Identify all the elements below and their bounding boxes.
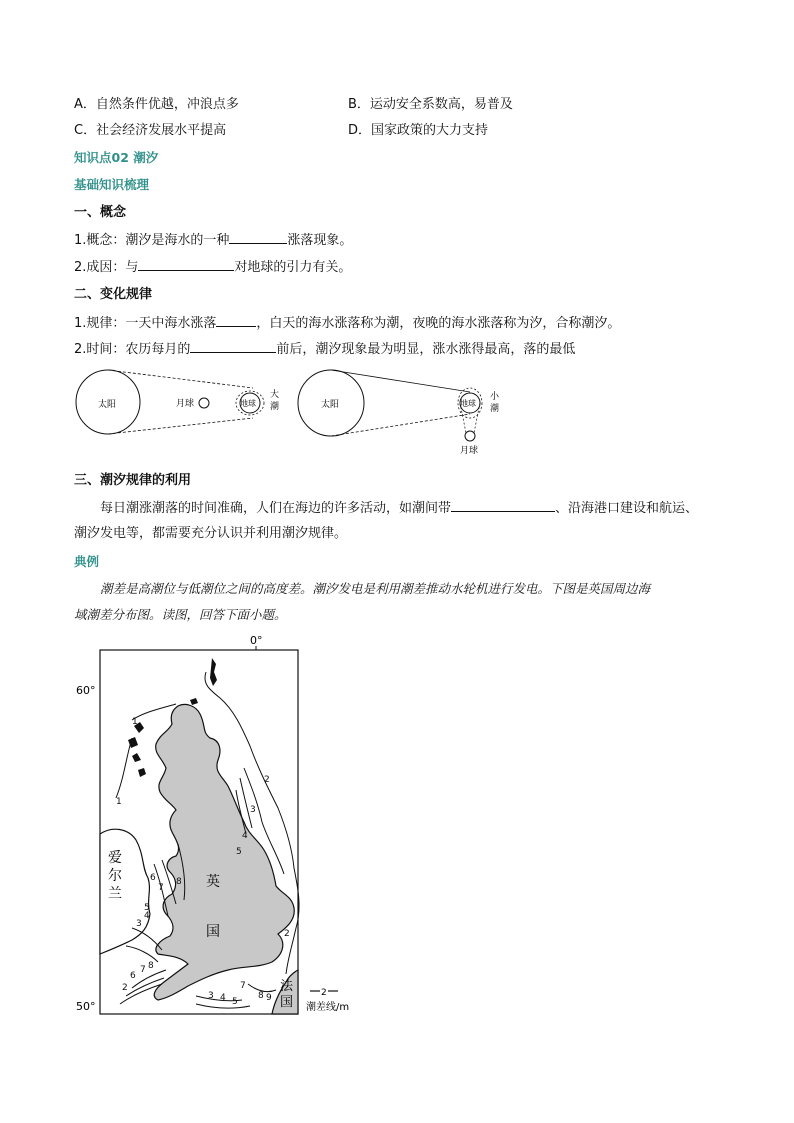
spring-tide-char-1: 大	[270, 390, 280, 400]
neap-tide-char-2: 潮	[490, 404, 500, 414]
longitude-label: 0°	[250, 634, 263, 647]
moon-label-left: 月球	[176, 399, 195, 409]
france-label-2: 国	[280, 995, 294, 1010]
option-a: A．自然条件优越，冲浪点多	[74, 97, 239, 112]
neap-tide-diagram	[298, 370, 500, 456]
tidal-range-map	[72, 628, 362, 1020]
france-label-1: 法	[280, 979, 294, 994]
contour-label: 4	[242, 831, 248, 841]
legend-value: 2	[321, 988, 327, 998]
contour-label: 6	[130, 971, 136, 981]
contour-label: 7	[240, 981, 246, 991]
concept-blank-2	[138, 258, 234, 271]
sun-label-right: 太阳	[321, 400, 340, 410]
contour-label: 4	[144, 911, 150, 921]
section-title: 知识点02 潮汐	[74, 150, 159, 165]
usage-para-2: 潮汐发电等，都需要充分认识并利用潮汐规律。	[74, 526, 348, 541]
concept-heading: 一、概念	[74, 205, 127, 220]
spring-tide-char-2: 潮	[270, 402, 280, 412]
contour-label: 3	[250, 805, 256, 815]
usage-para-1	[100, 499, 698, 518]
rules-line-1	[74, 314, 620, 333]
concept-line-1-post: 涨落现象。	[287, 233, 353, 248]
latitude-top-label: 60°	[76, 684, 96, 697]
contour-label: 5	[144, 903, 150, 913]
tide-diagram	[70, 362, 510, 458]
rules-line-2-post: 前后，潮汐现象最为明显，涨水涨得最高，落的最低	[276, 342, 576, 357]
contour-label: 7	[140, 965, 146, 975]
concept-blank-1	[229, 231, 287, 244]
contour-label: 8	[148, 961, 154, 971]
contour-label: 7	[158, 883, 164, 893]
rules-line-1-pre: 1.规律：一天中海水涨落	[74, 316, 217, 331]
contour-label: 6	[150, 873, 156, 883]
usage-heading: 三、潮汐规律的利用	[74, 473, 192, 488]
section-subtitle: 基础知识梳理	[74, 177, 150, 192]
rules-blank-2	[190, 340, 276, 353]
rules-line-1-post: ，白天的海水涨落称为潮，夜晚的海水涨落称为汐，合称潮汐。	[256, 316, 621, 331]
moon-label-right: 月球	[460, 446, 479, 456]
example-line-2: 域潮差分布图。读图，回答下面小题。	[74, 607, 287, 622]
contour-label: 3	[136, 919, 142, 929]
contour-label: 8	[258, 991, 264, 1001]
option-b: B．运动安全系数高，易普及	[348, 97, 513, 112]
earth-label-left: 地球	[240, 399, 256, 408]
rules-line-2	[74, 340, 575, 359]
usage-blank-1	[451, 499, 555, 512]
concept-line-2-post: 对地球的引力有关。	[234, 260, 352, 275]
rules-blank-1	[216, 314, 256, 327]
neap-tide-char-1: 小	[490, 392, 500, 402]
option-c: C．社会经济发展水平提高	[74, 123, 227, 138]
contour-label: 9	[266, 993, 272, 1003]
contour-label: 2	[122, 983, 128, 993]
sun-label-left: 太阳	[98, 400, 117, 410]
spring-tide-diagram	[76, 370, 279, 434]
contour-label: 3	[208, 991, 214, 1001]
ireland-label-2: 尔	[108, 868, 122, 884]
contour-label: 5	[236, 847, 242, 857]
legend-label: 潮差线/m	[306, 1002, 350, 1013]
option-d: D．国家政策的大力支持	[348, 123, 489, 138]
contour-label: 8	[176, 877, 182, 887]
contour-label: 2	[264, 775, 270, 785]
latitude-bottom-label: 50°	[76, 1000, 96, 1013]
contour-label: 4	[220, 993, 226, 1003]
moon-circle-right	[465, 431, 475, 441]
earth-label-right: 地球	[460, 399, 476, 408]
ireland-label-3: 兰	[108, 886, 122, 902]
uk-label-1: 英	[206, 874, 220, 890]
contour-label: 1	[116, 797, 122, 807]
ireland-label-1: 爱	[108, 850, 122, 866]
concept-line-1-pre: 1.概念：潮汐是海水的一种	[74, 233, 230, 248]
contour-label: 5	[232, 997, 238, 1007]
contour-label: 1	[132, 717, 138, 727]
concept-line-2-pre: 2.成因：与	[74, 260, 139, 275]
contour-label: 2	[284, 929, 290, 939]
usage-para-1-post: 、沿海港口建设和航运、	[555, 501, 699, 516]
rules-heading: 二、变化规律	[74, 287, 153, 302]
example-label: 典例	[74, 554, 100, 569]
map-legend	[306, 988, 349, 1013]
example-line-1: 潮差是高潮位与低潮位之间的高度差。潮汐发电是利用潮差推动水轮机进行发电。下图是英国周边海	[100, 581, 651, 596]
rules-line-2-pre: 2.时间：农历每月的	[74, 342, 191, 357]
uk-label-2: 国	[206, 924, 220, 940]
usage-para-1-pre: 每日潮涨潮落的时间准确，人们在海边的许多活动，如潮间带	[100, 501, 452, 516]
moon-circle-left	[199, 398, 209, 408]
concept-line-1	[74, 231, 352, 250]
concept-line-2	[74, 258, 351, 277]
